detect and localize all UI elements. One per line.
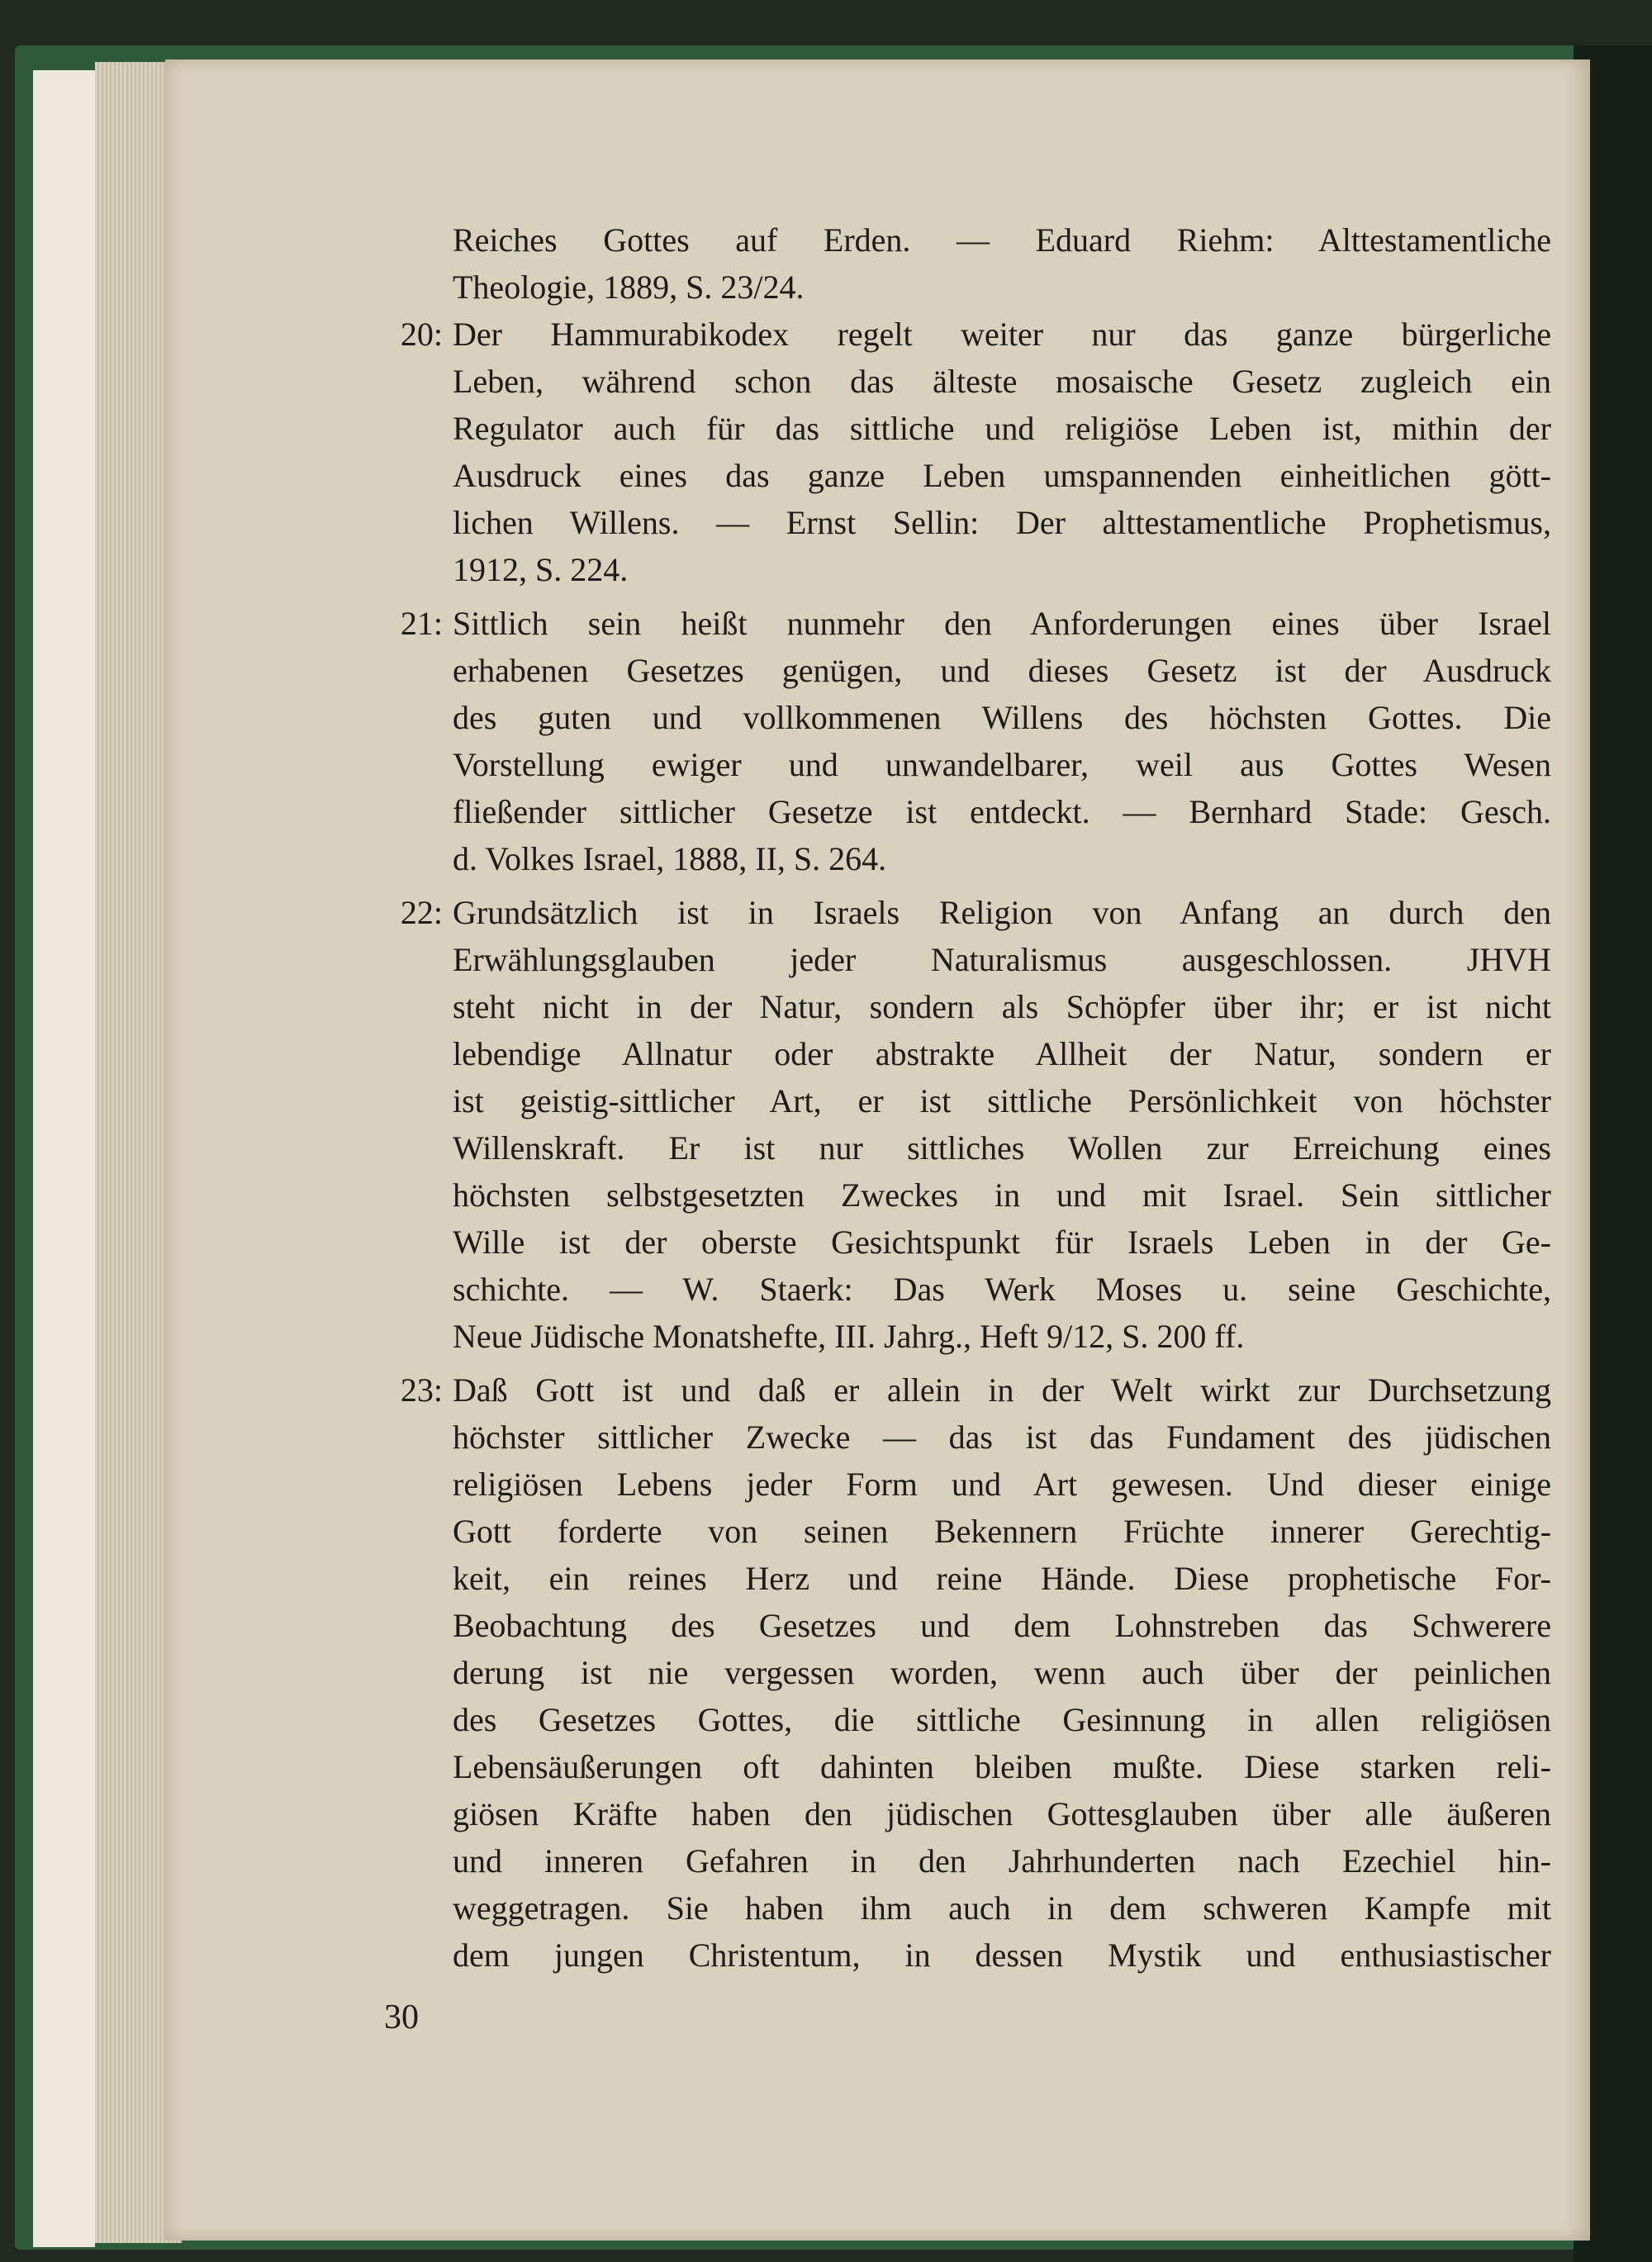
page-number: 30 (384, 1998, 419, 2036)
text-line: Ausdruck eines das ganze Leben umspannenden einheitlichen gött- (453, 457, 1551, 494)
text-line: Sittlich sein heißt nunmehr den Anforderungen eines über Israel (453, 605, 1551, 642)
text-line: derung ist nie vergessen worden, wenn auch über der peinlichen (453, 1654, 1551, 1691)
text-line: fließender sittlicher Gesetze ist entdeckt. — Bernhard Stade: Gesch. (453, 793, 1551, 830)
text-line: Leben, während schon das älteste mosaische Gesetz zugleich ein (453, 363, 1551, 400)
note-21 (400, 600, 1551, 882)
text-line: Vorstellung ewiger und unwandelbarer, weil aus Gottes Wesen (453, 746, 1551, 783)
text-line: giösen Kräfte haben den jüdischen Gottesglauben über alle äußeren (453, 1795, 1551, 1832)
text-line: des guten und vollkommenen Willens des höchsten Gottes. Die (453, 699, 1551, 736)
text-line: Beobachtung des Gesetzes und dem Lohnstreben das Schwerere (453, 1607, 1551, 1644)
text-line: Grundsätzlich ist in Israels Religion von Anfang an durch den (453, 894, 1551, 931)
text-line: dem jungen Christentum, in dessen Mystik und enthusiastischer (453, 1936, 1551, 1974)
text-line: höchsten selbstgesetzten Zweckes in und mit Israel. Sein sittlicher (453, 1176, 1551, 1214)
text-line: und inneren Gefahren in den Jahrhunderten nach Ezechiel hin- (453, 1842, 1551, 1879)
text-line: keit, ein reines Herz und reine Hände. Diese prophetische For- (453, 1560, 1551, 1597)
text-line: religiösen Lebens jeder Form und Art gewesen. Und dieser einige (453, 1466, 1551, 1503)
paragraph-continuation (453, 216, 1551, 311)
note-number: 23: (400, 1371, 443, 1409)
text-line: Regulator auch für das sittliche und religiöse Leben ist, mithin der (453, 410, 1551, 447)
endpaper-edge (33, 70, 95, 2247)
text-line: Erwählungsglauben jeder Naturalismus ausgeschlossen. JHVH (453, 941, 1551, 978)
note-number: 20: (400, 316, 443, 353)
page-text (400, 216, 1551, 1979)
text-line: steht nicht in der Natur, sondern als Schöpfer über ihr; er ist nicht (453, 988, 1551, 1025)
text-line: Neue Jüdische Monatshefte, III. Jahrg., Heft 9/12, S. 200 ff. (453, 1318, 1245, 1355)
text-line: weggetragen. Sie haben ihm auch in dem schweren Kampfe mit (453, 1889, 1551, 1927)
note-20 (400, 311, 1551, 593)
text-line: 1912, S. 224. (453, 551, 629, 588)
text-line: d. Volkes Israel, 1888, II, S. 264. (453, 840, 887, 877)
text-line: lichen Willens. — Ernst Sellin: Der alttestamentliche Prophetismus, (453, 504, 1551, 541)
text-line: Theologie, 1889, S. 23/24. (453, 268, 805, 306)
text-line: lebendige Allnatur oder abstrakte Allheit der Natur, sondern er (453, 1035, 1551, 1072)
note-number: 21: (400, 605, 443, 642)
text-line: Gott forderte von seinen Bekennern Früchte innerer Gerechtig- (453, 1513, 1551, 1550)
text-line: höchster sittlicher Zwecke — das ist das Fundament des jüdischen (453, 1419, 1551, 1456)
text-line: ist geistig-sittlicher Art, er ist sittliche Persönlichkeit von höchster (453, 1082, 1551, 1119)
text-line: Reiches Gottes auf Erden. — Eduard Riehm: Alttestamentliche (453, 221, 1551, 259)
text-line: schichte. — W. Staerk: Das Werk Moses u. seine Geschichte, (453, 1271, 1551, 1308)
text-line: Willenskraft. Er ist nur sittliches Wollen zur Erreichung eines (453, 1129, 1551, 1167)
text-line: Lebensäußerungen oft dahinten bleiben mußte. Diese starken reli- (453, 1748, 1551, 1785)
text-line: Der Hammurabikodex regelt weiter nur das ganze bürgerliche (453, 316, 1551, 353)
text-line: Wille ist der oberste Gesichtspunkt für Israels Leben in der Ge- (453, 1224, 1551, 1261)
text-line: Daß Gott ist und daß er allein in der Welt wirkt zur Durchsetzung (453, 1371, 1551, 1409)
text-line: des Gesetzes Gottes, die sittliche Gesinnung in allen religiösen (453, 1701, 1551, 1738)
text-line: erhabenen Gesetzes genügen, und dieses Gesetz ist der Ausdruck (453, 652, 1551, 689)
note-22 (400, 889, 1551, 1360)
note-number: 22: (400, 894, 443, 931)
note-23 (400, 1366, 1551, 1979)
